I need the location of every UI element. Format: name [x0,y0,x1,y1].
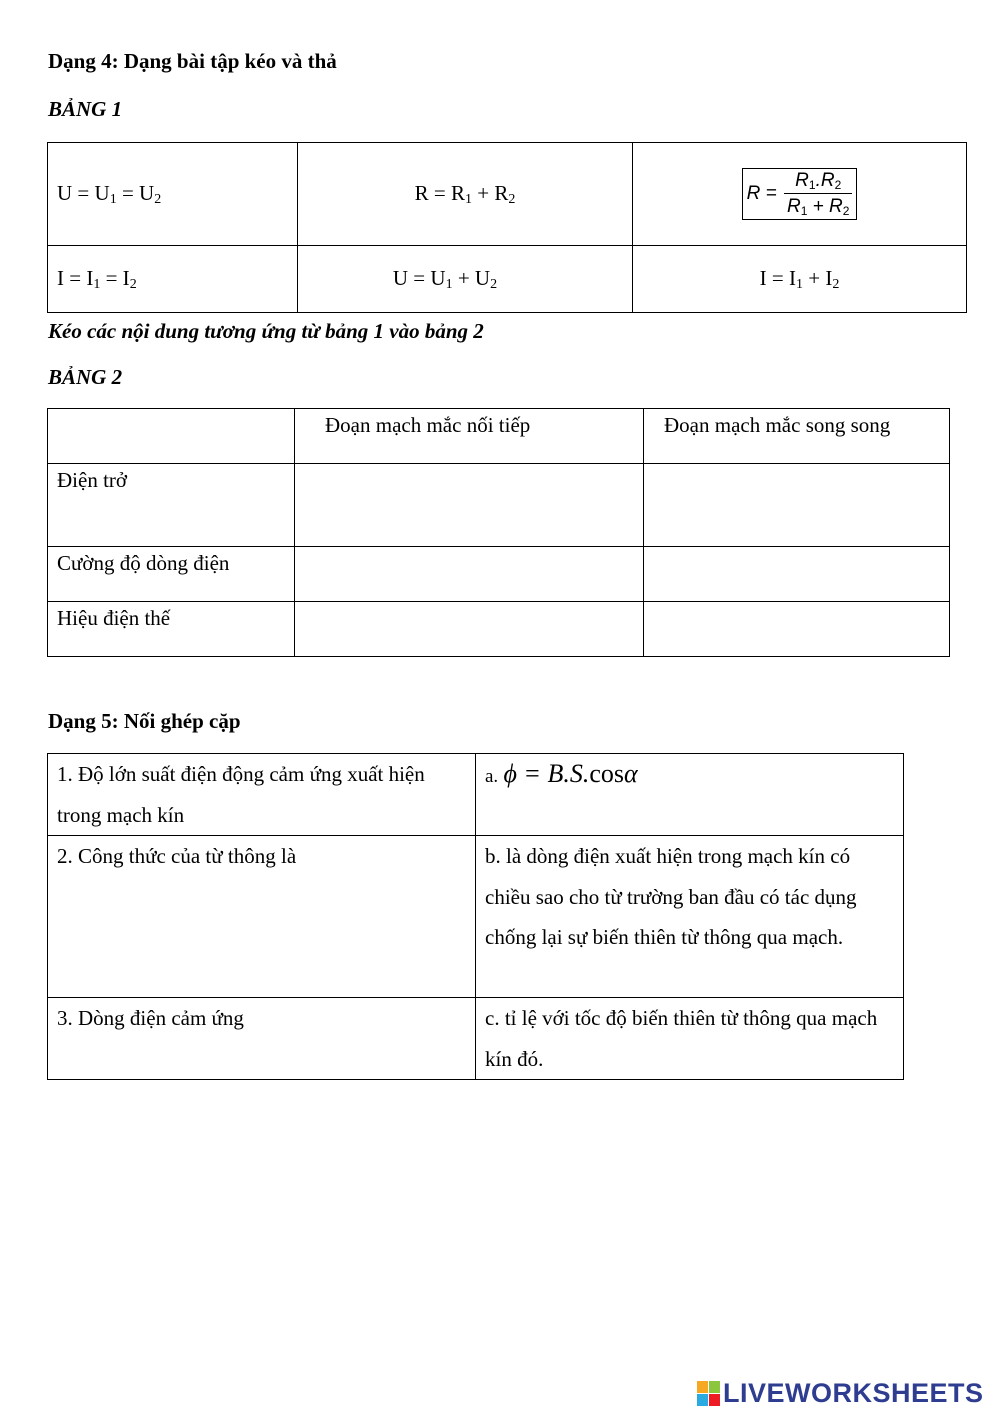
table1 [47,142,967,313]
cell-text: + R [472,180,509,205]
drag-instruction: Kéo các nội dung tương ứng từ bảng 1 vào bảng 2 [48,319,484,343]
cell-text: U = U [392,265,446,290]
drop-zone-parallel-resistance[interactable] [644,464,950,547]
section5-title: Dạng 5: Nối ghép cặp [48,709,241,733]
drop-zone-parallel-current[interactable] [644,547,950,602]
table1-cell-i-parallel-sum[interactable] [633,246,967,313]
table1-cell-u-parallel-sum[interactable] [298,246,633,313]
cell-text: = I [100,265,130,290]
fraction-numerator: $R_1.R_2$ [795,170,842,192]
drop-zone-series-resistance[interactable] [295,464,644,547]
subscript: 2 [154,191,162,207]
match-left-3[interactable]: 3. Dòng điện cảm ứng [48,998,476,1080]
table2-header-parallel: Đoạn mạch mắc song song [644,409,950,464]
formula-lhs: R = [746,183,777,205]
subscript: 1 [93,276,101,292]
parallel-resistance-formula [742,168,858,220]
subscript: 1 [445,276,453,292]
table1-cell-r-series[interactable] [298,143,633,246]
flux-formula: ϕ = B.S.cosα [503,759,638,788]
table2-row-label-voltage: Hiệu điện thế [48,602,295,657]
cell-text: R = R [414,180,465,205]
cell-text: I = I [759,265,796,290]
table1-label: BẢNG 1 [48,97,123,121]
drop-zone-series-voltage[interactable] [295,602,644,657]
cell-text: + I [803,265,833,290]
match-left-2[interactable]: 2. Công thức của từ thông là [48,836,476,998]
subscript: 2 [508,191,516,207]
table2-label: BẢNG 2 [48,365,123,389]
fraction [784,171,852,217]
table1-cell-u-series[interactable] [48,143,298,246]
table2-header-series: Đoạn mạch mắc nối tiếp [295,409,644,464]
table1-cell-i-series[interactable] [48,246,298,313]
match-right-a[interactable] [476,754,904,836]
cell-text: I = I [57,265,94,290]
match-right-c[interactable]: c. tỉ lệ với tốc độ biến thiên từ thông qua mạch kín đó. [476,998,904,1080]
matching-table [47,753,904,1080]
table2 [47,408,950,657]
liveworksheets-logo [697,1378,984,1409]
cell-text: = U [116,180,155,205]
cell-text: U = U [57,180,110,205]
subscript: 1 [465,191,472,207]
subscript: 2 [129,276,137,292]
logo-text: LIVEWORKSHEETS [723,1378,984,1408]
section4-title: Dạng 4: Dạng bài tập kéo và thả [48,49,337,73]
subscript: 2 [490,276,498,292]
option-letter: a. [485,766,499,787]
fraction-denominator: $R_1 + R_2$ [784,193,852,217]
table2-row-label-current: Cường độ dòng điện [48,547,295,602]
subscript: 2 [832,276,840,292]
drop-zone-series-current[interactable] [295,547,644,602]
match-right-b[interactable]: b. là dòng điện xuất hiện trong mạch kín có chiều sao cho từ trường ban đầu có tác dụng chống lại sự biến thiên từ thông qua mạch. [476,836,904,998]
cell-text: + U [452,265,491,290]
subscript: 1 [796,276,803,292]
match-left-1[interactable]: 1. Độ lớn suất điện động cảm ứng xuất hiện trong mạch kín [48,754,476,836]
table1-cell-r-parallel[interactable] [633,143,967,246]
table2-row-label-resistance: Điện trở [48,464,295,547]
subscript: 1 [109,191,117,207]
table2-corner-cell [48,409,295,464]
drop-zone-parallel-voltage[interactable] [644,602,950,657]
logo-mark-icon [697,1381,720,1406]
